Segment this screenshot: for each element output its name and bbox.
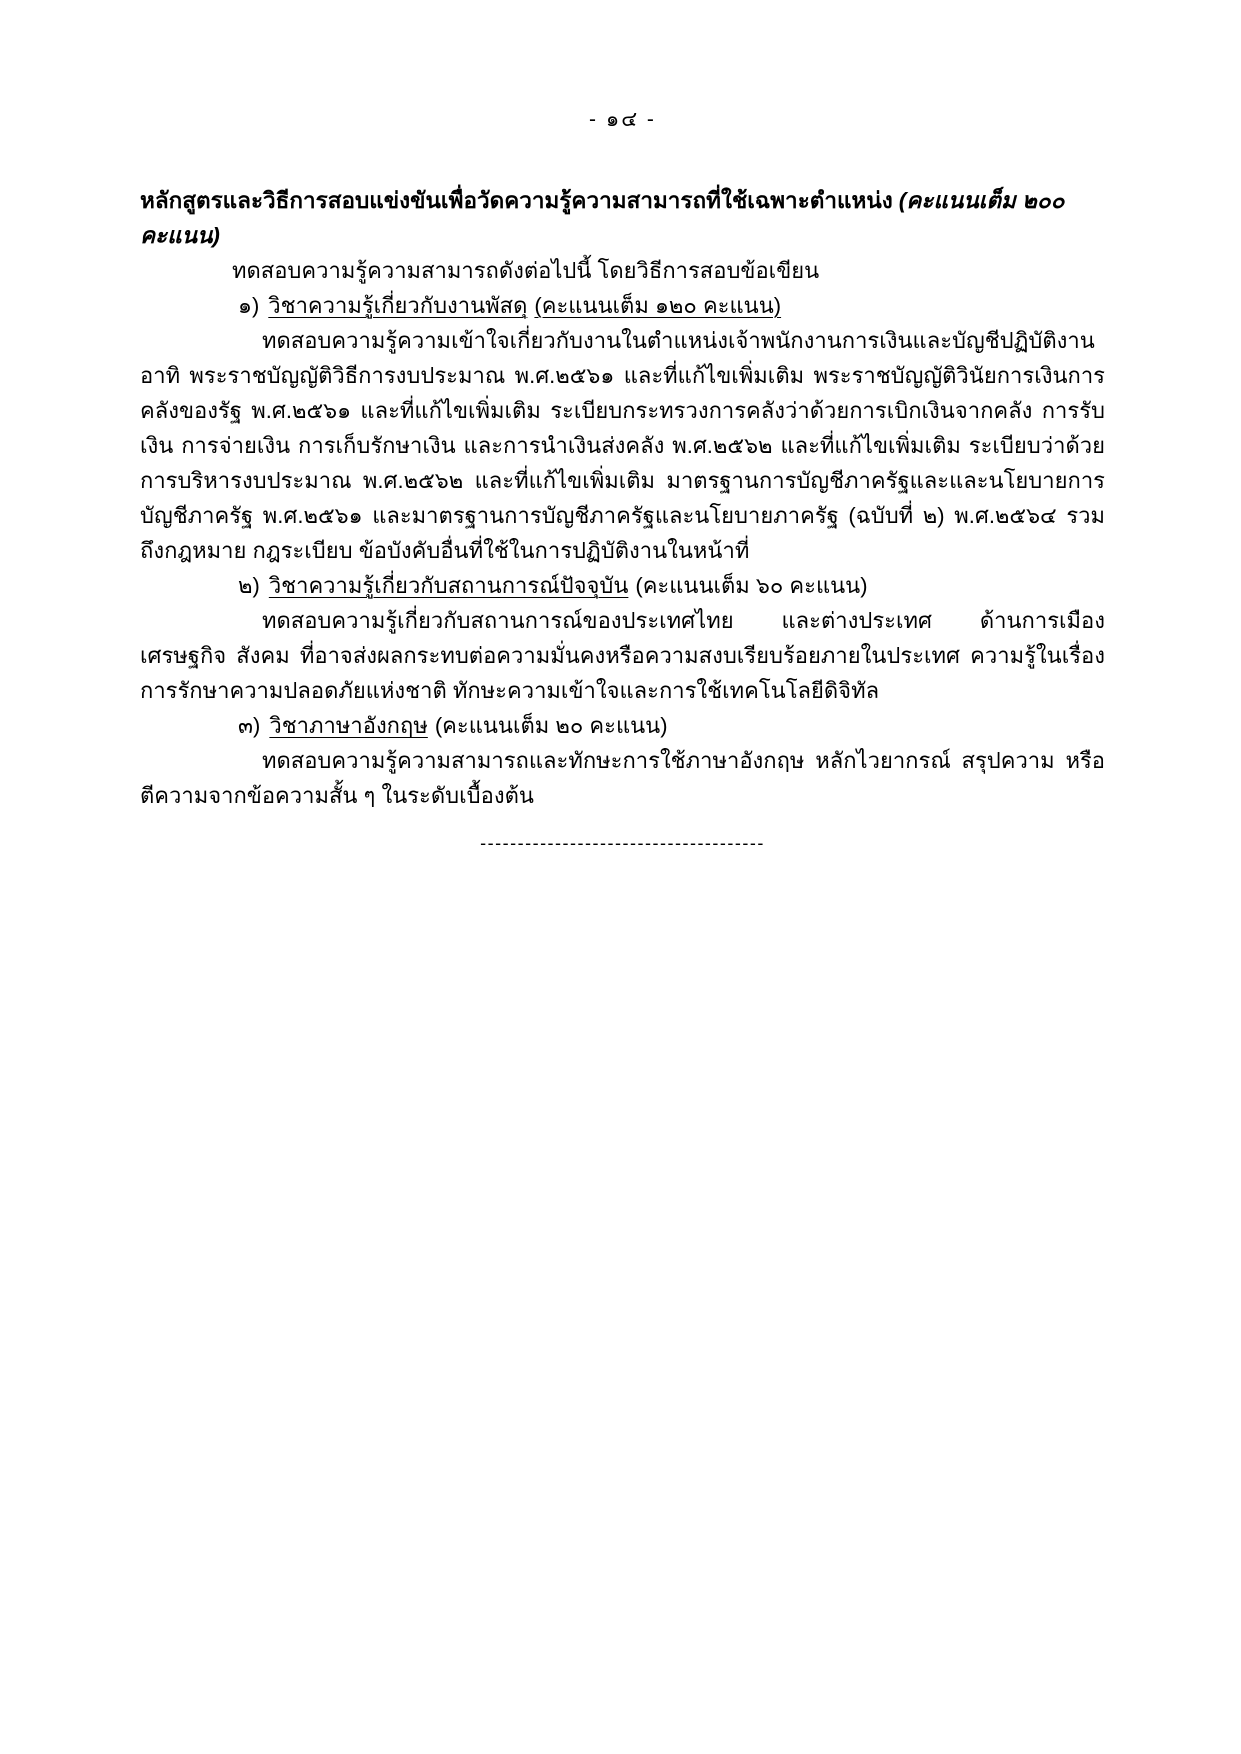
page-number: - ๑๔ - — [589, 108, 656, 131]
doc-heading-score: (คะแนนเต็ม ๒๐๐ คะแนน) — [140, 188, 1065, 248]
section-2-number: ๒) — [238, 573, 260, 598]
section-2-title: วิชาความรู้เกี่ยวกับสถานการณ์ปัจจุบัน — [268, 573, 629, 598]
section-3-number: ๓) — [238, 713, 261, 738]
section-2-score: (คะแนนเต็ม ๖๐ คะแนน) — [635, 573, 868, 598]
section-3-heading — [238, 708, 1105, 743]
section-2-body: ทดสอบความรู้เกี่ยวกับสถานการณ์ของประเทศไทย และต่างประเทศ ด้านการเมือง เศรษฐกิจ สังคม ที่อาจส่งผลกระทบต่อความมั่นคงหรือความสงบเรียบร้อยภายในประเทศ ความรู้ในเรื่องการรักษาความปลอดภัยแห่งชาติ ทักษะความเข้าใจและการใช้เทคโนโลยีดิจิทัล — [140, 608, 1105, 703]
section-1-title-text: วิชาความรู้เกี่ยวกับงานพัสดุ — [268, 293, 528, 318]
section-1-number: ๑) — [238, 293, 260, 318]
section-1-title — [268, 293, 781, 318]
section-3-title: วิชาภาษาอังกฤษ — [269, 713, 428, 738]
intro-paragraph: ทดสอบความรู้ความสามารถดังต่อไปนี้ โดยวิธีการสอบข้อเขียน — [232, 258, 820, 283]
doc-heading-text: หลักสูตรและวิธีการสอบแข่งขันเพื่อวัดความรู้ความสามารถที่ใช้เฉพาะตำแหน่ง — [140, 188, 893, 213]
section-1-heading — [238, 288, 1105, 323]
section-3-score: (คะแนนเต็ม ๒๐ คะแนน) — [434, 713, 668, 738]
separator-dashes: -------------------------------------- — [480, 833, 765, 853]
section-1-score: (คะแนนเต็ม ๑๒๐ คะแนน) — [534, 293, 782, 318]
doc-heading — [140, 183, 1105, 253]
section-2-heading — [238, 568, 1105, 603]
section-3-body: ทดสอบความรู้ความสามารถและทักษะการใช้ภาษาอังกฤษ หลักไวยากรณ์ สรุปความ หรือตีความจากข้อความสั้น ๆ ในระดับเบื้องต้น — [140, 748, 1105, 808]
section-1-body: ทดสอบความรู้ความเข้าใจเกี่ยวกับงานในตำแหน่งเจ้าพนักงานการเงินและบัญชีปฏิบัติงาน อาทิ พระราชบัญญัติวิธีการงบประมาณ พ.ศ.๒๕๖๑ และที่แก้ไขเพิ่มเติม พระราชบัญญัติวินัยการเงินการคลังของรัฐ พ.ศ.๒๕๖๑ และที่แก้ไขเพิ่มเติม ระเบียบกระทรวงการคลังว่าด้วยการเบิกเงินจากคลัง การรับเงิน การจ่ายเงิน การเก็บรักษาเงิน และการนำเงินส่งคลัง พ.ศ.๒๕๖๒ และที่แก้ไขเพิ่มเติม ระเบียบว่าด้วยการบริหารงบประมาณ พ.ศ.๒๕๖๒ และที่แก้ไขเพิ่มเติม มาตรฐานการบัญชีภาครัฐและและนโยบายการบัญชีภาครัฐ พ.ศ.๒๕๖๑ และมาตรฐานการบัญชีภาครัฐและนโยบายภาครัฐ (ฉบับที่ ๒) พ.ศ.๒๕๖๔ รวมถึงกฎหมาย กฎระเบียบ ข้อบังคับอื่นที่ใช้ในการปฏิบัติงานในหน้าที่ — [140, 328, 1105, 563]
